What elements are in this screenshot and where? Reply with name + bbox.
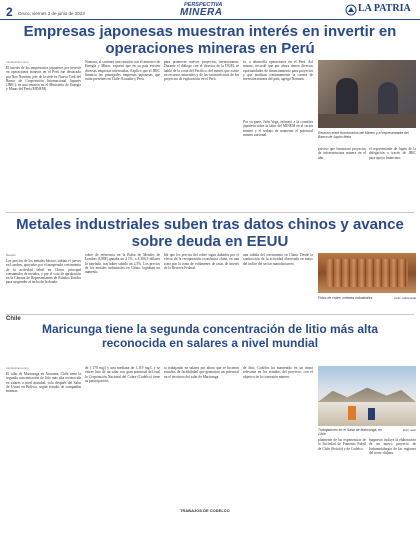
article3-col3: ta trabajando en salares por ahora que se hicieron estudios de factibilidad que generaron un potencial en el territorio del salar de Maricunga. [164, 366, 239, 379]
article2-col3: ble que los precios del cobre sigan dañados por el efecto de la recuperación económica china, en una zona por la zona de volúmenes de tasas de interés de la Reserva Federal. [164, 253, 239, 270]
article1-col7: el representante de Japón de la delegación a través de JBIC para apoyo financiero. [369, 147, 416, 160]
article1-col2: Nomura, al sostener una reunión con el ministro de Energía y Minas, expresó que en su país existen diversas empresas interesadas. Explicó que el JBIC financia las principales empresas japonesas que están presentes en Chile, Ecuador y Perú. [85, 60, 160, 82]
article1-col6: preciso que financiará proyectos de infraestructura minera en el año. [318, 147, 366, 160]
article3-photo [318, 366, 416, 426]
section-logo [174, 2, 244, 19]
date-line: Oruro, viernes 2 de junio de 2023 [18, 11, 85, 16]
article2-credit: Reuters [6, 253, 16, 257]
article2-photo [318, 253, 416, 293]
article2-col2: cobre de referencia en la Bolsa de Metales de Londres (LME) ganaba un 2,1%, a 8.306,5 dólares la tonelada, tras haber subido un 2,5%. Los precios de los metales industriales en China, lograban un aumento. [85, 253, 160, 275]
article3-headline: Maricunga tiene la segunda concentración de litio más alta reconocida en salares a nivel mundial [41, 322, 379, 350]
article3-caption-credit: Foto: web [402, 428, 416, 432]
article1-col5: Por su parte, Iván Vega, informó a la comitiva japonesa sobre la labor del MINEM en el sector minero y el trabajo de mantener el potencial minero nacional. [243, 120, 313, 137]
article2-caption: Fotos de cobre, metales industriales [318, 296, 373, 300]
article3-subhead: TRABAJOS DE CODELCO [180, 508, 230, 513]
article3-col5: pliamente de las experiencias de la Sociedad de Fomento Fabril de Chile (Sofofa) y de Codelco. [318, 438, 366, 451]
article3-col4: de litio, Codelco ha mantenido en un ritmo relevante en los estudios del proyecto, con el objetivo de la concesión minera. [243, 366, 313, 379]
article3-col6: magnesio incluye la elaboración de un nuevo proyecto de hidrometalurgia de las regiones del norte chileno. [369, 438, 416, 455]
photo-table [318, 114, 416, 128]
article3-col1: El salar de Maricunga en Atacama, Chile tiene la segunda concentración de litio más alta reconocida en salares a nivel mundial, solo después del Salar de Uyuni en Bolivia, según estudio de compañías mineras. [6, 372, 81, 394]
article2-caption-credit: Foto: referencial [394, 296, 416, 300]
photo-mountains [318, 386, 416, 402]
article2-col1: Los precios de los metales básicos subían el jueves en Londres, apoyados por el inesperado crecimiento de la actividad fabril en China, principal consumidor de metales, y por el voto de aprobación en la Cámara de Representantes de Estados Unidos para suspender el techo de la deuda. [6, 259, 81, 285]
section-small: PERSPECTIVA [184, 2, 223, 8]
photo-workers [348, 406, 356, 420]
divider-2 [6, 314, 414, 315]
photo-worker-2 [368, 408, 375, 420]
divider-1 [6, 212, 414, 213]
article1-caption: Reunión entre funcionarios del Minem y el representante del Banco de Japón Meta [318, 131, 409, 139]
brand-emblem-icon [345, 4, 357, 16]
photo-person-left [336, 78, 358, 118]
article1-col4: es, a desarrolla operaciones en el Perú. Así mismo, recordó que por ahora tienen diversas oportunidades de financiamiento para proyectos y que analizan continuamente la cartera de inversión minera del país, agregó Nomura. [243, 60, 313, 82]
article3-caption: Trabajadores en el Salar de Maricunga, en Chile [318, 428, 383, 436]
brand-name: LA PATRIA [358, 3, 411, 14]
article1-credit: rumbominero.com [6, 60, 29, 64]
article1-headline: Empresas japonesas muestran interés en invertir en operaciones mineras en Perú [23, 23, 397, 57]
article3-col2: de 1.170 mg/l y una mediana de 1.119 mg/l, y se extrae litio de un salar con gran potencial del cual la Corporación Nacional del Cobre (Codelco) tiene su participación. [85, 366, 160, 383]
article1-photo [318, 60, 416, 128]
article2-headline: Metales industriales suben tras datos chinos y avance sobre deuda en EEUU [16, 216, 404, 250]
article1-col3: para promover nuevos proyectos, mencionaron. Durante el diálogo con el director de la DGM, se habló de la costa del Pacífico, del interés que existe en recursos minerales y de las características de los proyectos de exploración en el Perú. [164, 60, 239, 82]
article2-col4: una subida del crecimiento en China. Desde la contracción de la actividad observada en mayo del índice del sector manufacturero. [243, 253, 313, 266]
page-number: 2 [6, 5, 13, 19]
article1-col1: El interés de los empresarios japoneses por invertir en operaciones mineras en el Perú fue destacado por Noe Nomura, jefe de la sede en Nueva York del Banco de Cooperación Internacional Japonés (JBIC), en una reunión en el Ministerio de Energía y Minas del Perú (MINEM). [6, 66, 81, 92]
article3-credit: rumbominero.com [6, 366, 29, 370]
section-big: MINERA [180, 7, 223, 18]
photo-person-right [378, 82, 398, 118]
photo-copper-rolls [326, 259, 408, 287]
brand-logo [345, 3, 415, 17]
header-rule [0, 19, 420, 20]
article3-kicker: Chile [6, 316, 21, 322]
